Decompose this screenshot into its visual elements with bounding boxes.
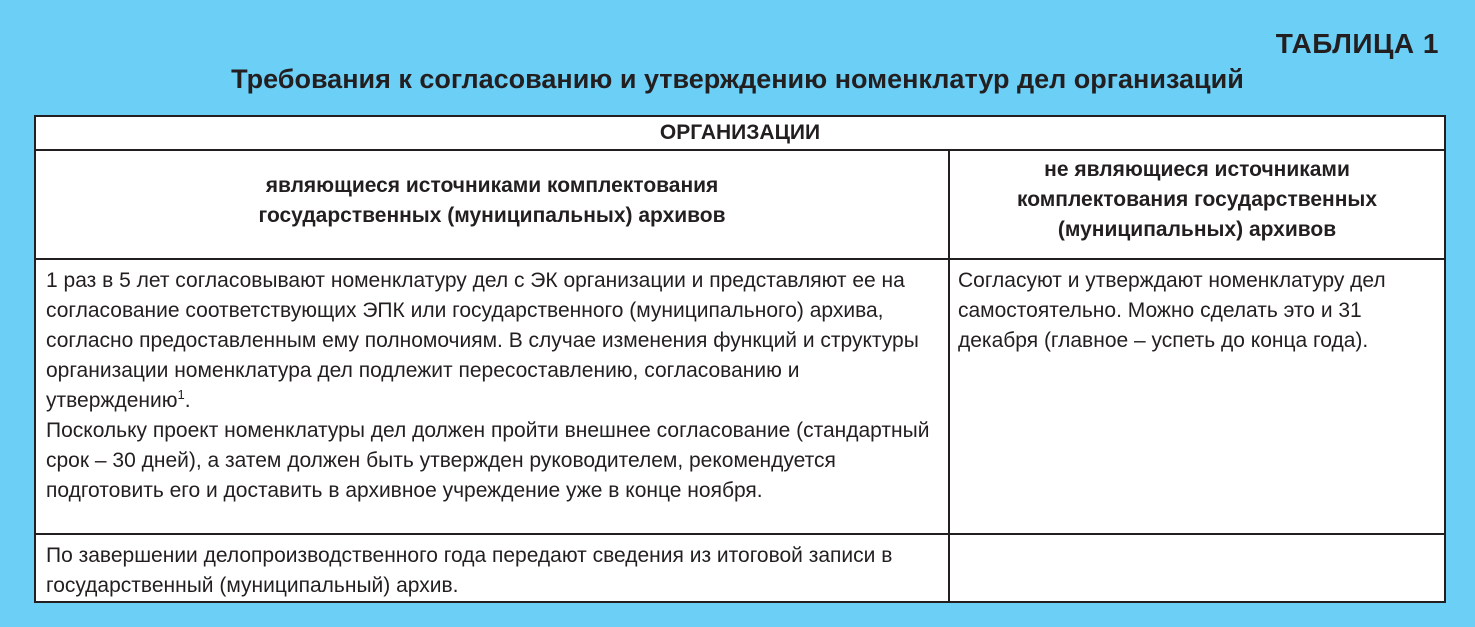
approval-frequency-end: .: [184, 389, 191, 412]
cell-non-sources-nomenclature: Согласуют и утверждают номенклатуру дел самостоятельно. Можно сделать это и 31 декабря (главное – успеть до конца года).: [949, 259, 1445, 534]
table-row: [35, 534, 1445, 602]
approval-frequency-text: 1 раз в 5 лет согласовывают номенклатуру дел с ЭК организации и представляют ее на согласование соответствующих ЭПК или государственного (муниципального) архива, согласно предоставленным ему полномочиям. В случае изменения функций и структуры организации номенклатура дел подлежит пересоставлению, согласованию и утверждению: [46, 269, 919, 412]
header-sources: являющиеся источниками комплектования государственных (муниципальных) архивов: [35, 150, 949, 259]
header-row-columns: [35, 150, 1445, 259]
header-organizations: ОРГАНИЗАЦИИ: [35, 116, 1445, 150]
header-row-group: [35, 116, 1445, 150]
paragraph-approval-frequency: [46, 266, 938, 416]
table-title: Требования к согласованию и утверждению номенклатур дел организаций: [231, 64, 1244, 94]
cell-sources-nomenclature: [35, 259, 949, 534]
cell-non-sources-final-record: [949, 534, 1445, 602]
cell-sources-final-record: По завершении делопроизводственного года передают сведения из итоговой записи в государственный (муниципальный) архив.: [35, 534, 949, 602]
table-row: [35, 259, 1445, 534]
footnote-mark: 1: [177, 387, 185, 402]
header-non-sources: не являющиеся источниками комплектования государственных (муниципальных) архивов: [949, 150, 1445, 259]
table-label: ТАБЛИЦА 1: [1275, 28, 1439, 59]
requirements-table: [34, 115, 1446, 603]
paragraph-external-approval: Поскольку проект номенклатуры дел должен пройти внешнее согласование (стандартный срок – 30 дней), а затем должен быть утвержден руководителем, рекомендуется подготовить его и доставить в архивное учреждение уже в конце ноября.: [46, 419, 930, 502]
